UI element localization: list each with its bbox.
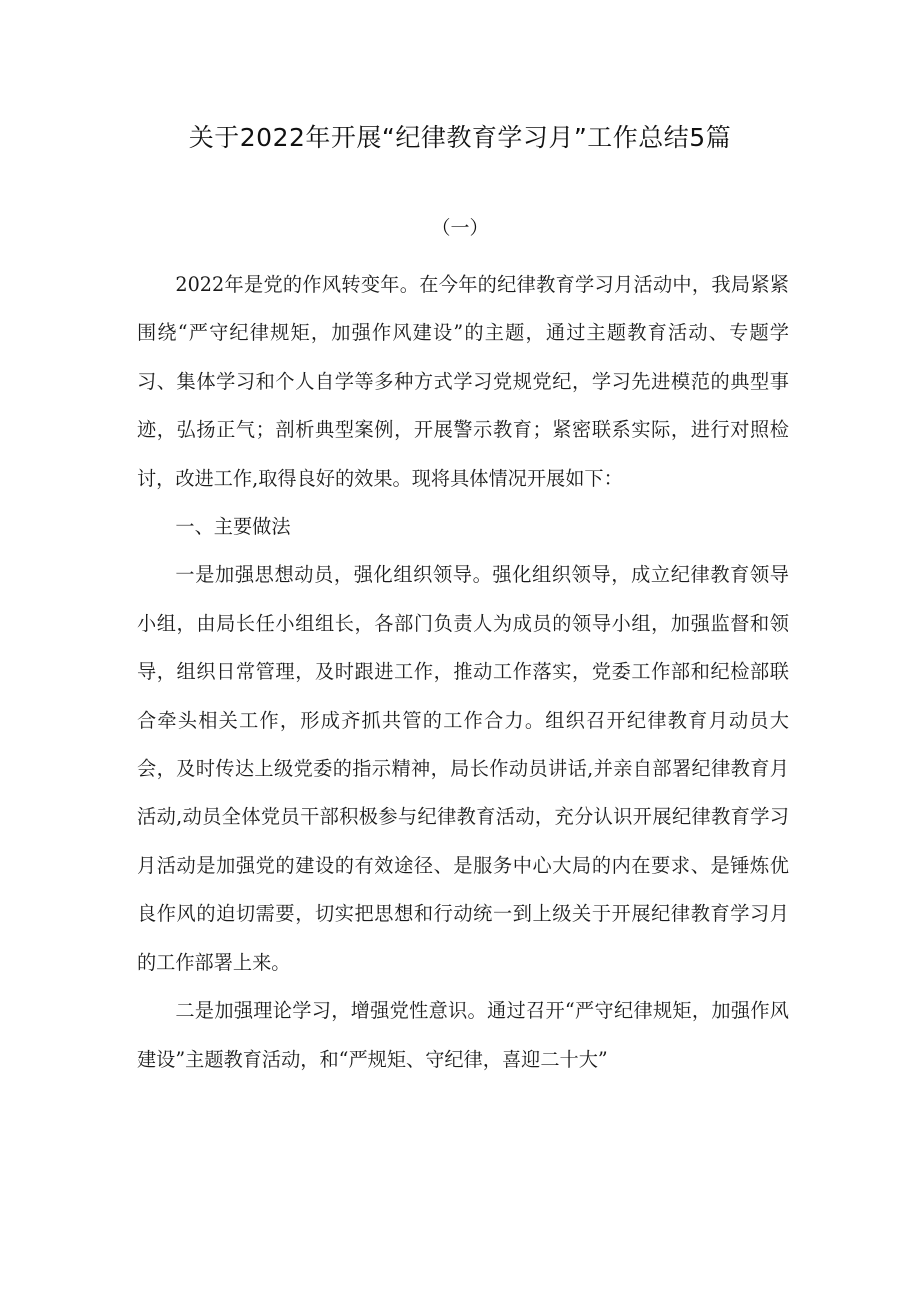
paragraph-practice-one: 一是加强思想动员，强化组织领导。强化组织领导，成立纪律教育领导小组，由局长任小组组长，各部门负责人为成员的领导小组，加强监督和领导，组织日常管理，及时跟进工作，推动工作落实，党委工作部和纪检部联合牵头相关工作，形成齐抓共管的工作合力。组织召开纪律教育月动员大会，及时传达上级党委的指示精神，局长作动员讲话,并亲自部署纪律教育月活动,动员全体党员干部积极参与纪律教育活动，充分认识开展纪律教育学习月活动是加强党的建设的有效途径、是服务中心大局的内在要求、是锤炼优良作风的迫切需要，切实把思想和行动统一到上级关于开展纪律教育学习月的工作部署上来。	[137, 563, 789, 974]
paragraph-practice-two: 二是加强理论学习，增强党性意识。通过召开“严守纪律规矩，加强作风建设”主题教育活动，和“严规矩、守纪律，喜迎二十大”	[137, 999, 789, 1071]
section-number: （一）	[431, 217, 489, 239]
heading-main-practices: 一、主要做法	[175, 515, 291, 539]
document-body	[137, 261, 789, 1084]
paragraph-intro: 2022年是党的作风转变年。在今年的纪律教育学习月活动中，我局紧紧围绕“严守纪律规矩，加强作风建设”的主题，通过主题教育活动、专题学习、集体学习和个人自学等多种方式学习党规党纪，学习先进模范的典型事迹，弘扬正气；剖析典型案例，开展警示教育；紧密联系实际，进行对照检讨，改进工作,取得良好的效果。现将具体情况开展如下：	[137, 273, 789, 490]
document-title: 关于2022年开展“纪律教育学习月”工作总结5篇	[188, 123, 732, 152]
